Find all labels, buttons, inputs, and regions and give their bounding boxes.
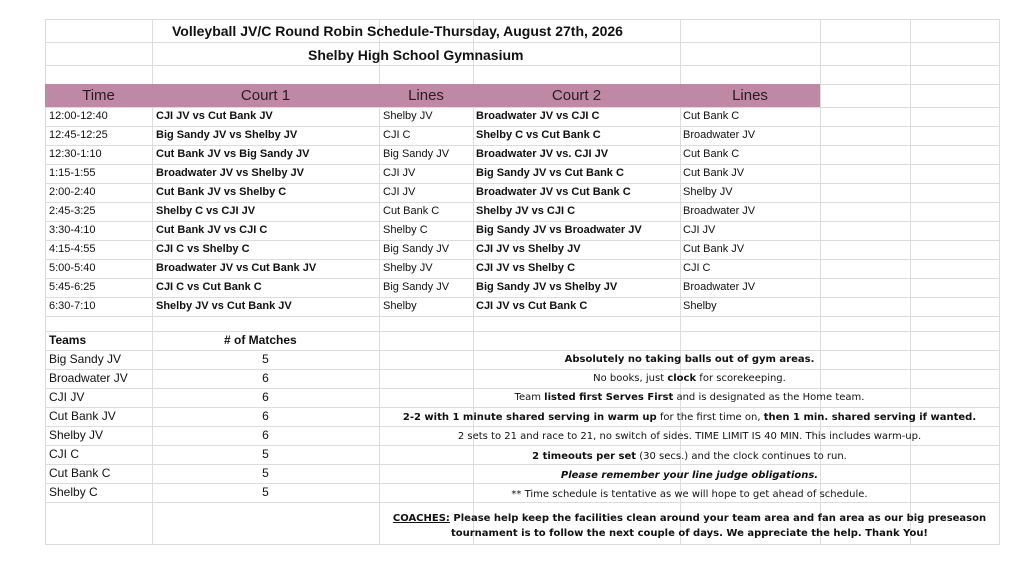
header-court-1: Court 1 (240, 87, 291, 104)
note-timeouts (379, 451, 1000, 462)
note-text: for scorekeeping. (696, 373, 786, 384)
time-cell: 5:00-5:40 (49, 262, 96, 274)
match-count: 5 (262, 466, 269, 480)
court-1-match: Cut Bank JV vs CJI C (156, 224, 268, 236)
court-1-match: CJI C vs Cut Bank C (156, 281, 262, 293)
court-1-match: Big Sandy JV vs Shelby JV (156, 129, 298, 141)
court-2-match: Big Sandy JV vs Broadwater JV (476, 224, 642, 236)
lines-1-cell: CJI JV (383, 186, 416, 198)
lines-1-cell: Shelby JV (383, 262, 433, 274)
lines-1-cell: Shelby (383, 300, 417, 312)
grid-line (999, 19, 1000, 545)
note-tentative: ** Time schedule is tentative as we will hope to get ahead of schedule. (511, 489, 868, 500)
court-2-match: CJI JV vs Cut Bank C (476, 300, 588, 312)
note-sets: 2 sets to 21 and race to 21, no switch of sides. TIME LIMIT IS 40 MIN. This includes warm-up. (457, 431, 922, 442)
match-count: 6 (262, 390, 269, 404)
team-name: CJI C (49, 447, 79, 461)
lines-2-cell: Cut Bank C (683, 110, 740, 122)
court-1-match: Shelby C vs CJI JV (156, 205, 256, 217)
grid-line (45, 316, 1000, 317)
time-cell: 6:30-7:10 (49, 300, 96, 312)
lines-1-cell: Big Sandy JV (383, 243, 450, 255)
match-count: 6 (262, 371, 269, 385)
schedule-title: Volleyball JV/C Round Robin Schedule-Thursday, August 27th, 2026 (172, 23, 623, 39)
note-text: No books, just (593, 373, 668, 384)
note-text: (30 secs.) and the clock continues to run. (636, 451, 847, 462)
grid-line (910, 19, 911, 545)
note-text: 2 timeouts per set (532, 451, 637, 462)
team-name: Cut Bank JV (49, 409, 116, 423)
lines-2-cell: Cut Bank JV (683, 167, 745, 179)
court-2-match: Big Sandy JV vs Shelby JV (476, 281, 618, 293)
note-text: 2-2 with 1 minute shared serving in warm up (402, 412, 657, 423)
court-1-match: Cut Bank JV vs Shelby C (156, 186, 287, 198)
court-1-match: CJI JV vs Cut Bank JV (156, 110, 273, 122)
time-cell: 12:45-12:25 (49, 129, 108, 141)
lines-2-cell: Broadwater JV (683, 205, 756, 217)
team-name: Shelby JV (49, 428, 104, 442)
lines-1-cell: Cut Bank C (383, 205, 440, 217)
note-text: listed first Serves First (544, 392, 674, 403)
match-count: 6 (262, 409, 269, 423)
lines-2-cell: Shelby JV (683, 186, 733, 198)
grid-line (45, 19, 1000, 20)
match-count: 5 (262, 447, 269, 461)
lines-1-cell: CJI C (383, 129, 411, 141)
header-lines-2: Lines (732, 87, 768, 104)
note-text: Please help keep the facilities clean around your team area and fan area as our big preseason (449, 513, 987, 524)
spreadsheet-grid (45, 19, 1000, 545)
note-text: and is designated as the Home team. (673, 392, 865, 403)
court-2-match: Broadwater JV vs. CJI JV (476, 148, 609, 160)
court-2-match: Shelby JV vs CJI C (476, 205, 576, 217)
court-2-match: Shelby C vs Cut Bank C (476, 129, 601, 141)
time-cell: 4:15-4:55 (49, 243, 96, 255)
grid-line (45, 65, 1000, 66)
note-line-judge: Please remember your line judge obligations. (560, 470, 819, 481)
match-count: 6 (262, 428, 269, 442)
team-name: CJI JV (49, 390, 85, 404)
header-lines-1: Lines (408, 87, 444, 104)
court-2-match: CJI JV vs Shelby C (476, 262, 576, 274)
grid-line (45, 502, 1000, 503)
note-text: for the first time on, (656, 412, 764, 423)
lines-1-cell: Shelby C (383, 224, 428, 236)
header-time: Time (82, 87, 115, 104)
note-coaches-line-2: tournament is to follow the next couple of days. We appreciate the help. Thank You! (450, 528, 928, 539)
note-no-balls: Absolutely no taking balls out of gym areas. (564, 354, 815, 365)
court-1-match: Broadwater JV vs Cut Bank JV (156, 262, 317, 274)
court-2-match: CJI JV vs Shelby JV (476, 243, 581, 255)
lines-1-cell: Big Sandy JV (383, 281, 450, 293)
note-home-team (379, 392, 1000, 403)
time-cell: 2:00-2:40 (49, 186, 96, 198)
grid-line (45, 331, 1000, 332)
time-cell: 12:30-1:10 (49, 148, 102, 160)
court-2-match: Broadwater JV vs Cut Bank C (476, 186, 631, 198)
lines-2-cell: Broadwater JV (683, 129, 756, 141)
lines-2-cell: Cut Bank C (683, 148, 740, 160)
time-cell: 3:30-4:10 (49, 224, 96, 236)
note-text: Team (514, 392, 545, 403)
time-cell: 12:00-12:40 (49, 110, 108, 122)
lines-2-cell: Cut Bank JV (683, 243, 745, 255)
matches-header: # of Matches (224, 333, 297, 347)
court-1-match: Shelby JV vs Cut Bank JV (156, 300, 292, 312)
venue-subtitle: Shelby High School Gymnasium (308, 47, 524, 63)
lines-2-cell: Shelby (683, 300, 717, 312)
team-name: Cut Bank C (49, 466, 111, 480)
court-1-match: Cut Bank JV vs Big Sandy JV (156, 148, 310, 160)
time-cell: 1:15-1:55 (49, 167, 96, 179)
time-cell: 5:45-6:25 (49, 281, 96, 293)
court-2-match: Big Sandy JV vs Cut Bank C (476, 167, 624, 179)
grid-line (45, 42, 1000, 43)
coaches-label: COACHES: (392, 513, 450, 524)
team-name: Big Sandy JV (49, 352, 122, 366)
note-warmup (379, 412, 1000, 423)
court-1-match: CJI C vs Shelby C (156, 243, 250, 255)
header-court-2: Court 2 (551, 87, 602, 104)
team-name: Broadwater JV (49, 371, 128, 385)
note-coaches-line-1 (379, 513, 1000, 524)
lines-2-cell: Broadwater JV (683, 281, 756, 293)
lines-1-cell: Big Sandy JV (383, 148, 450, 160)
lines-1-cell: CJI JV (383, 167, 416, 179)
grid-line (45, 544, 1000, 545)
lines-2-cell: CJI JV (683, 224, 716, 236)
grid-line (820, 19, 821, 545)
note-scorekeeping (379, 373, 1000, 384)
team-name: Shelby C (49, 485, 98, 499)
match-count: 5 (262, 352, 269, 366)
court-2-match: Broadwater JV vs CJI C (476, 110, 600, 122)
match-count: 5 (262, 485, 269, 499)
time-cell: 2:45-3:25 (49, 205, 96, 217)
teams-header: Teams (49, 333, 87, 347)
note-text: clock (667, 373, 697, 384)
court-1-match: Broadwater JV vs Shelby JV (156, 167, 304, 179)
note-text: then 1 min. shared serving if wanted. (763, 412, 977, 423)
lines-1-cell: Shelby JV (383, 110, 433, 122)
lines-2-cell: CJI C (683, 262, 711, 274)
